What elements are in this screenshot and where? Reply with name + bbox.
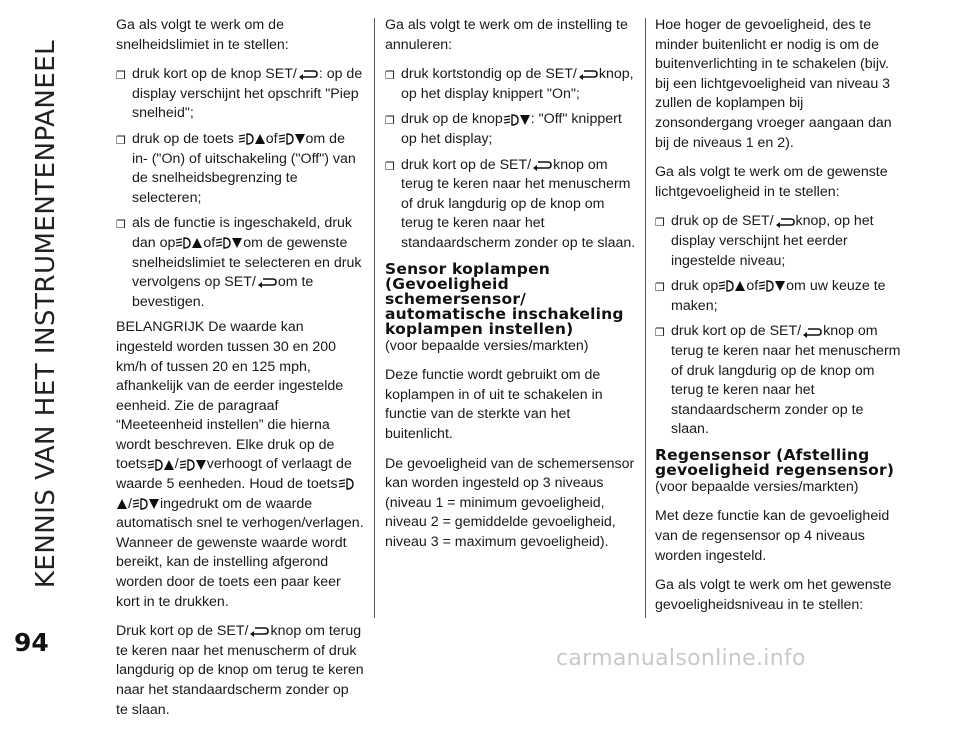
triangle-up-icon <box>164 460 174 470</box>
list-item: ❒ druk op de knop : "Off" knippert op het display; <box>385 110 637 149</box>
triangle-down-icon <box>520 115 530 125</box>
light-down-icon <box>179 457 195 473</box>
list-item: ❒ als de functie is ingeschakeld, druk dan op of om de gewenste snelheidslimiet te selecteren en druk vervolgens op SET/ om te bevestigen. <box>116 214 364 312</box>
triangle-up-icon <box>735 281 745 291</box>
checkbox-bullet-icon: ❒ <box>655 216 665 230</box>
list-item: ❒ druk op de toets of om de in- ("On) of uitschakeling ("Off") van de snelheidsbegrenzing te selecteren; <box>116 130 364 208</box>
paragraph: Met deze functie kan de gevoeligheid van de regensensor op 4 niveaus worden ingesteld. <box>655 508 890 564</box>
triangle-down-icon <box>232 238 242 248</box>
light-down-icon <box>132 496 148 512</box>
paragraph: Ga als volgt te werk om de gewenste lichtgevoeligheid in te stellen: <box>655 164 888 200</box>
light-up-icon <box>175 235 191 251</box>
list-item: ❒ druk kortstondig op de SET/ knop, op het display knippert "On"; <box>385 65 637 104</box>
paragraph: De gevoeligheid van de schemersensor kan worden ingesteld op 3 niveaus (niveau 1 = minimum gevoeligheid, niveau 2 = gemiddelde gevoeligheid, niveau 3 = maximum gevoeligheid). <box>385 455 635 550</box>
checkbox-bullet-icon: ❒ <box>385 114 395 128</box>
light-up-icon <box>338 476 354 492</box>
light-up-icon <box>718 278 734 294</box>
section-subtitle: (voor bepaalde versies/markten) <box>655 478 859 495</box>
return-arrow-icon <box>532 159 552 171</box>
checkbox-bullet-icon: ❒ <box>385 69 395 83</box>
triangle-down-icon <box>295 134 305 144</box>
return-arrow-icon <box>298 68 318 80</box>
checkbox-bullet-icon: ❒ <box>655 326 665 340</box>
paragraph: Ga als volgt te werk om de instelling te annuleren: <box>385 17 628 53</box>
paragraph: Deze functie wordt gebruikt om de koplampen in of uit te schakelen in functie van de sterkte van het buitenlicht. <box>385 367 603 442</box>
column-1 <box>116 16 364 730</box>
light-down-icon <box>503 112 519 128</box>
triangle-down-icon <box>775 281 785 291</box>
page-number: 94 <box>14 628 49 657</box>
triangle-up-icon <box>255 134 265 144</box>
light-down-icon <box>278 131 294 147</box>
list-item: ❒ druk kort op de SET/ knop om terug te keren naar het menuscherm of druk langdurig op de knop om terug te keren naar het standaardscherm zonder op te slaan. <box>655 322 905 440</box>
light-down-icon <box>215 235 231 251</box>
section-heading: Sensor koplampen (Gevoeligheid schemersensor/ automatische inschakeling koplampen instellen) <box>385 259 624 338</box>
chapter-title-text: KENNIS VAN HET INSTRUMENTENPANEEL <box>31 39 62 589</box>
checkbox-bullet-icon: ❒ <box>385 159 395 173</box>
paragraph: Ga als volgt te werk om de snelheidslimiet in te stellen: <box>116 17 289 53</box>
column-divider <box>645 18 646 618</box>
checkbox-bullet-icon: ❒ <box>116 218 126 232</box>
return-arrow-icon <box>802 326 822 338</box>
checkbox-bullet-icon: ❒ <box>116 69 126 83</box>
checkbox-bullet-icon: ❒ <box>116 133 126 147</box>
list-item: ❒ druk op of om uw keuze te maken; <box>655 277 905 316</box>
chapter-side-title <box>6 14 86 614</box>
light-up-icon <box>238 131 254 147</box>
section-heading: Regensensor (Afstelling gevoeligheid regensensor) <box>655 445 895 479</box>
checkbox-bullet-icon: ❒ <box>655 281 665 295</box>
watermark-text: carmanualsonline.info <box>556 646 806 671</box>
return-arrow-icon <box>578 68 598 80</box>
column-2 <box>385 16 637 562</box>
paragraph: BELANGRIJK De waarde kan ingesteld worden tussen 30 en 200 km/h of tussen 20 en 125 mph, afhankelijk van de eerder ingestelde eenheid. Zie de paragraaf “Meeteenheid instellen” die hierna wordt beschreven. Elke druk op de toets / verhoogt of verlaagt de waarde 5 eenheden. Houd de toets/ ingedrukt om de waarde automatisch snel te verhogen/verlagen. Wanneer de gewenste waarde wordt bereikt, kan de instelling afgerond worden door de toets een paar keer kort in te drukken. <box>116 319 364 610</box>
paragraph: Hoe hoger de gevoeligheid, des te minder buitenlicht er nodig is om de buitenverlichting in te schakelen (bijv. bij een lichtgevoeligheid van niveau 3 zullen de koplampen bij zonsondergang vroeger aangaan dan bij de niveaus 1 en 2). <box>655 17 892 151</box>
return-arrow-icon <box>249 625 269 637</box>
light-up-icon <box>147 457 163 473</box>
triangle-down-icon <box>196 460 206 470</box>
light-down-icon <box>758 278 774 294</box>
triangle-up-icon <box>192 238 202 248</box>
triangle-up-icon <box>117 499 127 509</box>
list-item: ❒ druk op de SET/ knop, op het display verschijnt het eerder ingestelde niveau; <box>655 212 905 271</box>
column-divider <box>374 18 375 618</box>
return-arrow-icon <box>775 216 795 228</box>
section-subtitle: (voor bepaalde versies/markten) <box>385 337 589 354</box>
return-arrow-icon <box>257 276 277 288</box>
list-item: ❒ druk kort op de SET/ knop om terug te keren naar het menuscherm of druk langdurig op de knop om terug te keren naar het standaardscherm zonder op te slaan. <box>385 156 637 254</box>
paragraph: Ga als volgt te werk om het gewenste gevoeligheidsniveau in te stellen: <box>655 577 892 613</box>
column-3 <box>655 16 905 625</box>
paragraph: Druk kort op de SET/ knop om terug te keren naar het menuscherm of druk langdurig op de knop om terug te keren naar het standaardscherm zonder op te slaan. <box>116 623 364 718</box>
list-item: ❒ druk kort op de knop SET/ : op de display verschijnt het opschrift "Piep snelheid"; <box>116 65 364 124</box>
triangle-down-icon <box>149 499 159 509</box>
